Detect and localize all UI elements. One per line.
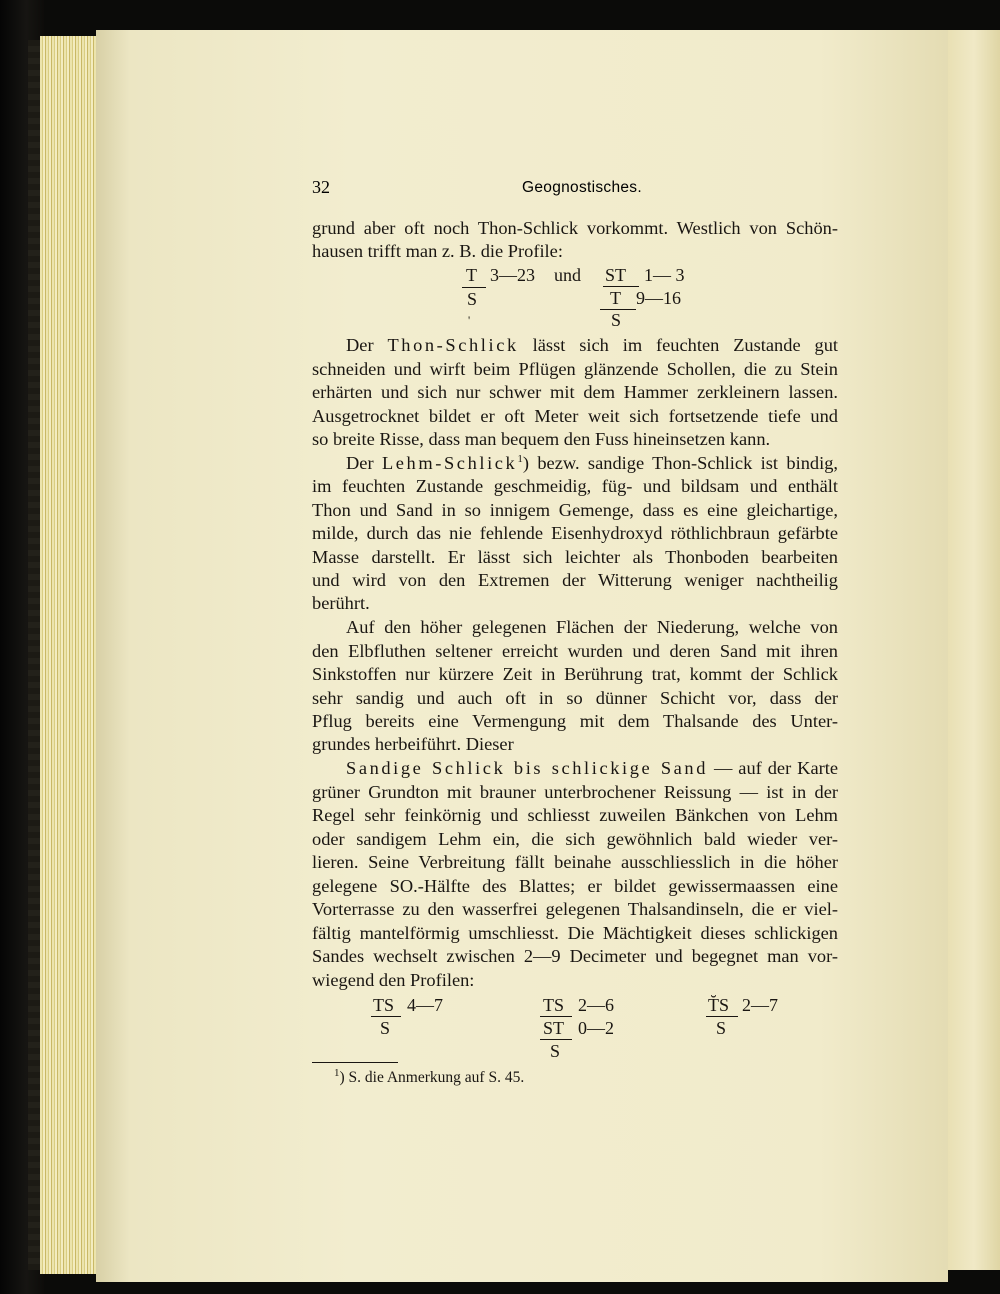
page-header bbox=[312, 177, 838, 201]
text-line: sehr sandig und auch oft in so dünner Schicht vor, dass der bbox=[312, 688, 838, 708]
text-line: wiegend den Profilen: bbox=[312, 970, 475, 990]
fraction-bar bbox=[603, 286, 639, 287]
profile-symbol: S bbox=[550, 1041, 561, 1061]
ink-mark: ' bbox=[468, 313, 471, 327]
profile-depth: 4—7 bbox=[407, 995, 443, 1015]
footnote-mark: 1 bbox=[334, 1066, 340, 1079]
text-line: Vorterrasse zu den wasserfrei gelegenen Thalsandinseln, die er viel- bbox=[312, 899, 838, 919]
text-line: Sinkstoffen nur kürzere Zeit in Berührung trat, kommt der Schlick bbox=[312, 664, 838, 684]
footnote-ref: 1 bbox=[517, 452, 523, 465]
page-edges bbox=[40, 36, 100, 1274]
next-page-edge bbox=[948, 30, 1000, 1270]
text-line: erhärten und sich nur schwer mit dem Hammer zerkleinern lassen. bbox=[312, 382, 838, 402]
profile-symbol: TS bbox=[543, 995, 565, 1015]
profile-connector: und bbox=[554, 265, 581, 285]
text-line: oder sandigem Lehm ein, die sich gewöhnlich bald wieder ver- bbox=[312, 829, 838, 849]
profile-symbol: T bbox=[610, 288, 621, 308]
profile-symbol: TS bbox=[373, 995, 395, 1015]
text-line: und wird von den Extremen der Witterung weniger nachtheilig bbox=[312, 570, 838, 590]
profile-symbol: T̆S bbox=[708, 995, 730, 1015]
text-line: Pflug bereits eine Vermengung mit dem Thalsande des Unter- bbox=[312, 711, 838, 731]
profile-symbol: ST bbox=[605, 265, 627, 285]
profile-symbol: S bbox=[467, 289, 478, 309]
text-line: grundes herbeiführt. Dieser bbox=[312, 734, 514, 754]
text-line: Masse darstellt. Er lässt sich leichter als Thonboden bearbeiten bbox=[312, 547, 838, 567]
profile-symbol: T bbox=[466, 265, 477, 285]
text-line: grund aber oft noch Thon-Schlick vorkommt. Westlich von Schön- bbox=[312, 218, 838, 238]
book-cover bbox=[0, 0, 44, 1294]
text-line: so breite Risse, dass man bequem den Fuss hineinsetzen kann. bbox=[312, 429, 771, 449]
page-number: 32 bbox=[312, 177, 330, 197]
text-line: Thon und Sand in so innigem Gemenge, dass es eine gleichartige, bbox=[312, 500, 838, 520]
text-line: grüner Grundton mit brauner unterbrochener Reissung — ist in der bbox=[312, 782, 838, 802]
text-line: lieren. Seine Verbreitung fällt beinahe ausschliesslich in die höher bbox=[312, 852, 838, 872]
text-line: Sandige Schlick bis schlickige Sand — auf der Karte bbox=[346, 758, 838, 778]
text-line: berührt. bbox=[312, 593, 370, 613]
footnote-rule bbox=[312, 1062, 398, 1063]
profile-symbol: S bbox=[716, 1018, 727, 1038]
text-line: Der Lehm-Schlick$^1$) bezw. sandige Thon-Schlick ist bindig, bbox=[346, 452, 838, 473]
profile-depth: 1— 3 bbox=[644, 265, 685, 285]
profile-symbol: ST bbox=[543, 1018, 565, 1038]
footnote bbox=[334, 1066, 525, 1087]
term-thon-schlick: Thon-Schlick bbox=[387, 335, 519, 355]
text-line: Auf den höher gelegenen Flächen der Niederung, welche von bbox=[346, 617, 838, 637]
text-line: hausen trifft man z. B. die Profile: bbox=[312, 241, 563, 261]
text-line: den Elbfluthen seltener erreicht wurden und deren Sand mit ihren bbox=[312, 641, 838, 661]
profile-depth: 2—7 bbox=[742, 995, 778, 1015]
profile-depth: 3—23 bbox=[490, 265, 535, 285]
profile-symbol: S bbox=[611, 310, 622, 330]
text-line: Regel sehr feinkörnig und schliesst zuweilen Bänkchen von Lehm bbox=[312, 805, 838, 825]
profile-symbol: S bbox=[380, 1018, 391, 1038]
text-line: im feuchten Zustande geschmeidig, füg- und bildsam und enthält bbox=[312, 476, 838, 496]
text-line: gelegene SO.-Hälfte des Blattes; er bildet gewissermaassen eine bbox=[312, 876, 838, 896]
running-head: Geognostisches. bbox=[522, 179, 642, 196]
profile-depth: 0—2 bbox=[578, 1018, 614, 1038]
term-sandige-schlick: Sandige Schlick bis schlickige Sand bbox=[346, 758, 709, 778]
footnote-text: ) S. die Anmerkung auf S. 45. bbox=[339, 1069, 525, 1086]
profile-depth: 9—16 bbox=[636, 288, 681, 308]
profile-depth: 2—6 bbox=[578, 995, 614, 1015]
text-line: Sandes wechselt zwischen 2—9 Decimeter und begegnet man vor- bbox=[312, 946, 838, 966]
text-line: fältig mantelförmig umschliesst. Die Mächtigkeit dieses schlickigen bbox=[312, 923, 838, 943]
text-line: Der Thon-Schlick lässt sich im feuchten Zustande gut bbox=[346, 335, 838, 355]
text-line: milde, durch das nie fehlende Eisenhydroxyd röthlichbraun gefärbte bbox=[312, 523, 838, 543]
text-line: Ausgetrocknet bildet er oft Meter weit sich fortsetzende tiefe und bbox=[312, 406, 838, 426]
text-line: schneiden und wirft beim Pflügen glänzende Schollen, die zu Stein bbox=[312, 359, 838, 379]
term-lehm-schlick: Lehm-Schlick bbox=[381, 453, 518, 473]
